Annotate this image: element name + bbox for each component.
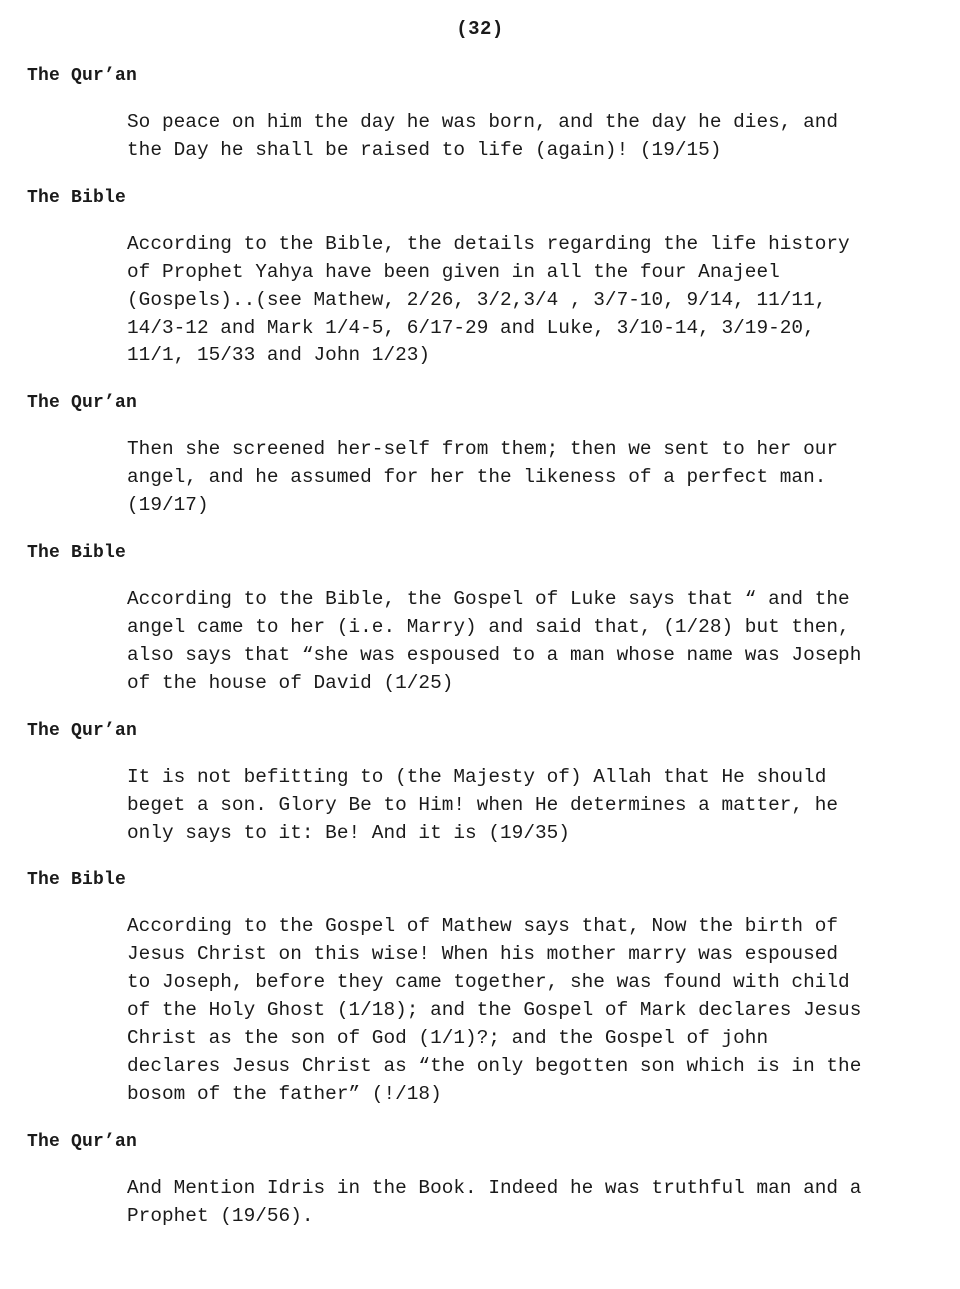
- section-quran-2: [27, 389, 942, 520]
- section-bible-2: [27, 539, 942, 698]
- section-text: Then she screened her-self from them; then we sent to her our angel, and he assumed for her the likeness of a perfect man. (19/17): [127, 438, 839, 517]
- section-bible-1: [27, 184, 942, 371]
- section-quran-1: [27, 62, 942, 165]
- section-text: And Mention Idris in the Book. Indeed he was truthful man and a Prophet (19/56).: [127, 1176, 862, 1227]
- section-heading: The Qur’an: [27, 66, 138, 86]
- section-text: It is not befitting to (the Majesty of) Allah that He should beget a son. Glory Be to Him! when He determines a matter, he only says to it: Be! And it is (19/35): [127, 765, 839, 844]
- section-heading: The Qur’an: [27, 720, 138, 741]
- page-number: (32): [456, 18, 504, 40]
- section-quran-4: [27, 1128, 942, 1231]
- section-heading: The Qur’an: [27, 1131, 138, 1152]
- section-text: According to the Bible, the details regarding the life history of Prophet Yahya have been given in all the four Anajeel (Gospels)..(see Mathew, 2/26, 3/2,3/4 , 3/7-10, 9/14, 11/11, 14/3-12 and Mark 1/4-5, 6/17-29 and Luke, 3/10-14, 3/19-20, 11/1, 15/33 and John 1/23): [127, 232, 850, 367]
- section-heading: The Bible: [27, 187, 127, 208]
- section-text: According to the Bible, the Gospel of Luke says that “ and the angel came to her (i.e. Marry) and said that, (1/28) but then, also says that “she was espoused to a man whose name was Joseph of the house of David (1/25): [127, 588, 862, 694]
- section-text: According to the Gospel of Mathew says that, Now the birth of Jesus Christ on this wise! When his mother marry was espoused to Joseph, before they came together, she was found with child of the Holy Ghost (1/18); and the Gospel of Mark declares Jesus Christ as the son of God (1/1)?; and the Gospel of john declares Jesus Christ as “the only begotten son which is in the bosom of the father” (!/18): [127, 915, 862, 1105]
- section-heading: The Bible: [27, 870, 127, 891]
- section-text: So peace on him the day he was born, and the day he dies, and the Day he shall be raised to life (again)! (19/15): [127, 111, 839, 161]
- section-heading: The Bible: [27, 543, 127, 564]
- section-heading: The Qur’an: [27, 393, 138, 414]
- section-bible-3: [27, 866, 942, 1108]
- section-quran-3: [27, 717, 942, 848]
- document-body: [27, 62, 942, 1250]
